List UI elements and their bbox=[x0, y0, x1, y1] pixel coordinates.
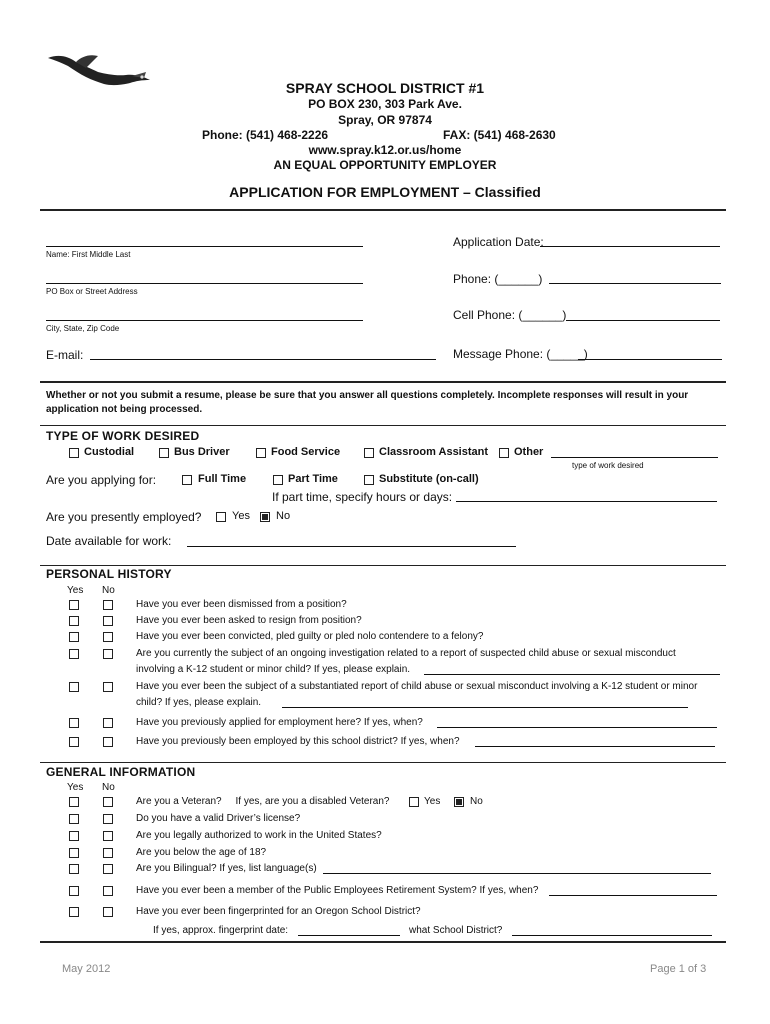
yes-column-header: Yes bbox=[67, 585, 84, 596]
full-time-checkbox[interactable] bbox=[182, 475, 192, 485]
name-caption: Name: First Middle Last bbox=[46, 250, 131, 259]
fingerprint-district-field[interactable] bbox=[512, 935, 712, 936]
bilingual-question: Are you Bilingual? If yes, list language(s) bbox=[136, 863, 317, 874]
email-label: E-mail: bbox=[46, 348, 84, 362]
languages-field[interactable] bbox=[323, 873, 711, 874]
district-address: PO BOX 230, 303 Park Ave. bbox=[308, 97, 462, 111]
equal-opportunity: AN EQUAL OPPORTUNITY EMPLOYER bbox=[273, 158, 497, 172]
yes-column-header: Yes bbox=[67, 782, 84, 793]
classroom-assistant-checkbox[interactable] bbox=[364, 448, 374, 458]
part-time-checkbox[interactable] bbox=[273, 475, 283, 485]
investigation-question-cont: involving a K-12 student or minor child? If yes, please explain. bbox=[136, 664, 411, 675]
veteran-yes-checkbox[interactable] bbox=[69, 797, 79, 807]
employed-no-label: No bbox=[276, 510, 291, 522]
investigation-yes-checkbox[interactable] bbox=[69, 649, 79, 659]
divider bbox=[40, 209, 726, 211]
part-time-hours-label: If part time, specify hours or days: bbox=[272, 490, 453, 504]
application-date-field[interactable] bbox=[540, 246, 720, 247]
bilingual-yes-checkbox[interactable] bbox=[69, 864, 79, 874]
fingerprinted-question: Have you ever been fingerprinted for an Oregon School District? bbox=[136, 906, 421, 917]
disabled-veteran-no-label: No bbox=[470, 796, 483, 807]
divider bbox=[40, 941, 726, 943]
work-authorized-question: Are you legally authorized to work in the United States? bbox=[136, 830, 382, 841]
employed-before-when-field[interactable] bbox=[475, 746, 715, 747]
employed-label: Are you presently employed? bbox=[46, 510, 202, 524]
dismissed-no-checkbox[interactable] bbox=[103, 600, 113, 610]
district-fax: FAX: (541) 468-2630 bbox=[443, 128, 556, 142]
under-18-question: Are you below the age of 18? bbox=[136, 847, 267, 858]
food-service-checkbox[interactable] bbox=[256, 448, 266, 458]
custodial-checkbox[interactable] bbox=[69, 448, 79, 458]
pers-yes-checkbox[interactable] bbox=[69, 886, 79, 896]
investigation-question: Are you currently the subject of an ongoing investigation related to a report of suspected child abuse or sexual misconduct bbox=[136, 648, 676, 659]
revision-date: May 2012 bbox=[62, 963, 111, 975]
custodial-label: Custodial bbox=[84, 446, 135, 458]
resign-question: Have you ever been asked to resign from position? bbox=[136, 615, 362, 626]
investigation-no-checkbox[interactable] bbox=[103, 649, 113, 659]
full-time-label: Full Time bbox=[198, 473, 247, 485]
substitute-label: Substitute (on-call) bbox=[379, 473, 479, 485]
under-18-yes-checkbox[interactable] bbox=[69, 848, 79, 858]
applied-before-yes-checkbox[interactable] bbox=[69, 718, 79, 728]
address-caption: PO Box or Street Address bbox=[46, 287, 138, 296]
divider bbox=[40, 425, 726, 426]
part-time-hours-field[interactable] bbox=[456, 501, 717, 502]
license-question: Do you have a valid Driver’s license? bbox=[136, 813, 301, 824]
investigation-explain-field[interactable] bbox=[424, 674, 720, 675]
date-available-field[interactable] bbox=[187, 546, 516, 547]
city-field[interactable] bbox=[46, 320, 363, 321]
work-authorized-yes-checkbox[interactable] bbox=[69, 831, 79, 841]
substantiated-yes-checkbox[interactable] bbox=[69, 682, 79, 692]
license-no-checkbox[interactable] bbox=[103, 814, 113, 824]
pers-when-field[interactable] bbox=[549, 895, 717, 896]
date-available-label: Date available for work: bbox=[46, 534, 172, 548]
dismissed-question: Have you ever been dismissed from a position? bbox=[136, 599, 347, 610]
divider bbox=[40, 762, 726, 763]
cell-phone-field[interactable] bbox=[566, 320, 720, 321]
fingerprinted-no-checkbox[interactable] bbox=[103, 907, 113, 917]
employed-yes-checkbox[interactable] bbox=[216, 512, 226, 522]
fingerprinted-yes-checkbox[interactable] bbox=[69, 907, 79, 917]
bus-driver-checkbox[interactable] bbox=[159, 448, 169, 458]
classroom-assistant-label: Classroom Assistant bbox=[379, 446, 489, 458]
district-name: SPRAY SCHOOL DISTRICT #1 bbox=[285, 80, 485, 96]
license-yes-checkbox[interactable] bbox=[69, 814, 79, 824]
page-number: Page 1 of 3 bbox=[650, 963, 707, 975]
applied-before-no-checkbox[interactable] bbox=[103, 718, 113, 728]
divider bbox=[40, 381, 726, 383]
pers-question: Have you ever been a member of the Public Employees Retirement System? If yes, when? bbox=[136, 885, 539, 896]
resign-yes-checkbox[interactable] bbox=[69, 616, 79, 626]
divider bbox=[40, 565, 726, 566]
applying-for-label: Are you applying for: bbox=[46, 473, 157, 487]
other-work-field[interactable] bbox=[551, 457, 718, 458]
no-column-header: No bbox=[102, 782, 115, 793]
veteran-no-checkbox[interactable] bbox=[103, 797, 113, 807]
felony-no-checkbox[interactable] bbox=[103, 632, 113, 642]
district-phone: Phone: (541) 468-2226 bbox=[202, 128, 329, 142]
applied-before-question: Have you previously applied for employment here? If yes, when? bbox=[136, 717, 423, 728]
resign-no-checkbox[interactable] bbox=[103, 616, 113, 626]
applied-before-when-field[interactable] bbox=[437, 727, 717, 728]
bilingual-no-checkbox[interactable] bbox=[103, 864, 113, 874]
phone-label: Phone: (______) bbox=[453, 272, 543, 286]
work-authorized-no-checkbox[interactable] bbox=[103, 831, 113, 841]
other-checkbox[interactable] bbox=[499, 448, 509, 458]
address-field[interactable] bbox=[46, 283, 363, 284]
dismissed-yes-checkbox[interactable] bbox=[69, 600, 79, 610]
food-service-label: Food Service bbox=[271, 446, 341, 458]
cell-phone-label: Cell Phone: (______) bbox=[453, 308, 567, 322]
felony-yes-checkbox[interactable] bbox=[69, 632, 79, 642]
phone-field[interactable] bbox=[549, 283, 721, 284]
fingerprint-district-label: what School District? bbox=[409, 925, 503, 936]
general-information-title: GENERAL INFORMATION bbox=[46, 765, 196, 779]
under-18-no-checkbox[interactable] bbox=[103, 848, 113, 858]
personal-history-title: PERSONAL HISTORY bbox=[46, 567, 172, 581]
employed-before-question: Have you previously been employed by this school district? If yes, when? bbox=[136, 736, 460, 747]
employed-yes-label: Yes bbox=[232, 510, 250, 522]
email-field[interactable] bbox=[90, 359, 436, 360]
other-label: Other bbox=[514, 446, 544, 458]
no-column-header: No bbox=[102, 585, 115, 596]
fingerprint-date-field[interactable] bbox=[298, 935, 400, 936]
substantiated-explain-field[interactable] bbox=[282, 707, 688, 708]
application-date-label: Application Date: bbox=[453, 235, 544, 249]
employed-before-yes-checkbox[interactable] bbox=[69, 737, 79, 747]
disabled-veteran-yes-label: Yes bbox=[424, 796, 441, 807]
employed-no-checkbox[interactable] bbox=[260, 512, 270, 522]
substantiated-no-checkbox[interactable] bbox=[103, 682, 113, 692]
disabled-veteran-yes-checkbox[interactable] bbox=[409, 797, 419, 807]
part-time-label: Part Time bbox=[288, 473, 338, 485]
substitute-checkbox[interactable] bbox=[364, 475, 374, 485]
felony-question: Have you ever been convicted, pled guilty or pled nolo contendere to a felony? bbox=[136, 631, 484, 642]
fingerprint-date-label: If yes, approx. fingerprint date: bbox=[153, 925, 289, 936]
form-title: APPLICATION FOR EMPLOYMENT – Classified bbox=[229, 184, 541, 200]
message-phone-field[interactable] bbox=[578, 359, 722, 360]
other-work-caption: type of work desired bbox=[572, 461, 644, 470]
district-website[interactable]: www.spray.k12.or.us/home bbox=[308, 143, 462, 157]
city-caption: City, State, Zip Code bbox=[46, 324, 120, 333]
bus-driver-label: Bus Driver bbox=[174, 446, 230, 458]
message-phone-label: Message Phone: (_____) bbox=[453, 347, 588, 361]
pers-no-checkbox[interactable] bbox=[103, 886, 113, 896]
notice-text: Whether or not you submit a resume, please be sure that you answer all questions completely. Incomplete responses will result in your application not being processed. bbox=[46, 390, 689, 415]
name-field[interactable] bbox=[46, 246, 363, 247]
substantiated-question-cont: child? If yes, please explain. bbox=[136, 697, 262, 708]
veteran-question: Are you a Veteran? If yes, are you a disabled Veteran? bbox=[136, 796, 390, 807]
substantiated-question: Have you ever been the subject of a substantiated report of child abuse or sexual misconduct involving a K-12 student or minor bbox=[136, 681, 698, 692]
work-desired-title: TYPE OF WORK DESIRED bbox=[46, 429, 200, 443]
district-city: Spray, OR 97874 bbox=[338, 113, 432, 127]
disabled-veteran-no-checkbox[interactable] bbox=[454, 797, 464, 807]
employed-before-no-checkbox[interactable] bbox=[103, 737, 113, 747]
